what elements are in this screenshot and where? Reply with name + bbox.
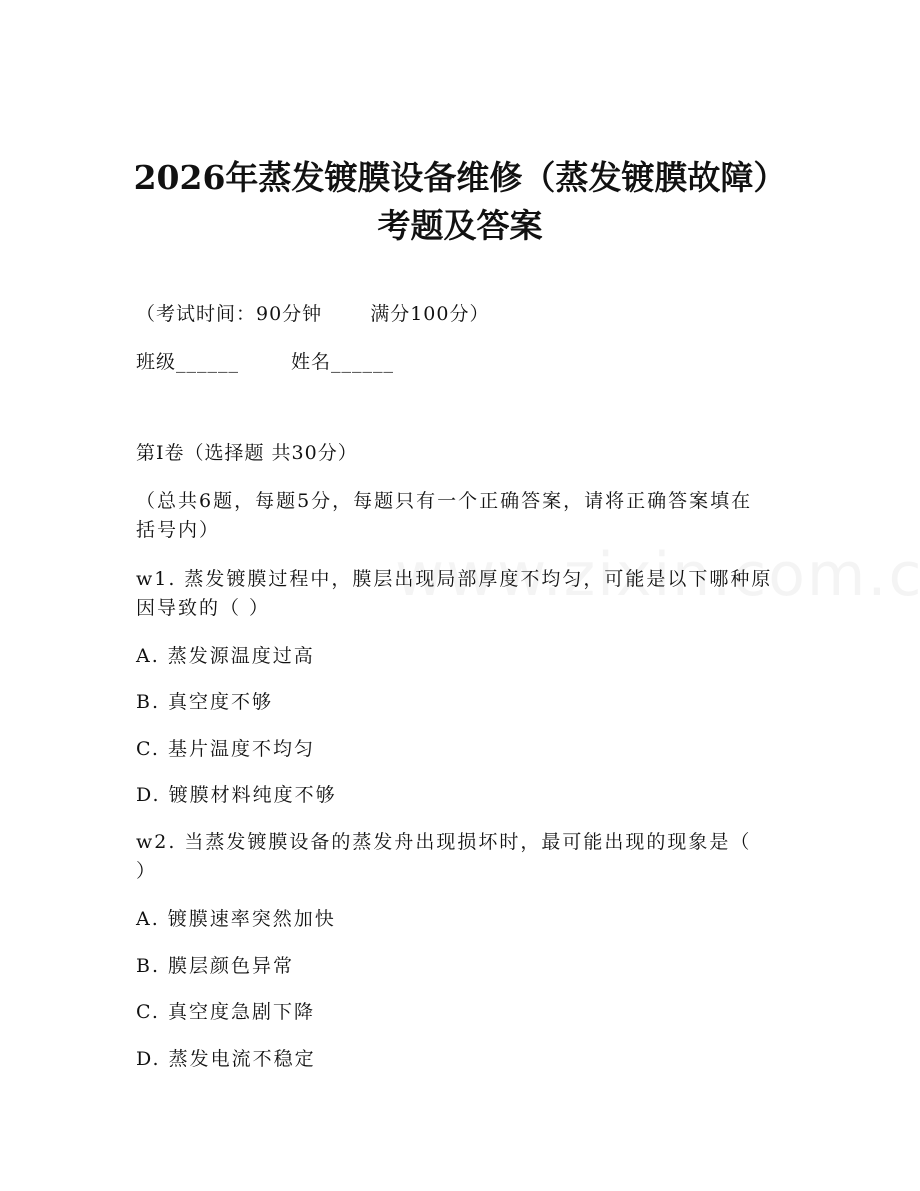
question-1-stem-line2: 因导致的（ ） xyxy=(136,597,271,619)
section-instruction-line1: （总共6题，每题5分，每题只有一个正确答案，请将正确答案填在 xyxy=(136,490,753,512)
exam-score: 满分100分） xyxy=(370,303,490,325)
document-title-line2: 考题及答案 xyxy=(377,206,543,245)
question-2-option-a: A. 镀膜速率突然加快 xyxy=(136,908,336,930)
document-title-line1: 2026年蒸发镀膜设备维修（蒸发镀膜故障） xyxy=(133,158,787,197)
question-1-option-c: C. 基片温度不均匀 xyxy=(136,738,315,760)
question-2-option-d: D. 蒸发电流不稳定 xyxy=(136,1048,316,1070)
exam-time: （考试时间：90分钟 xyxy=(136,303,323,325)
question-2-stem-line2: ） xyxy=(136,860,158,882)
question-2-option-b: B. 膜层颜色异常 xyxy=(136,955,295,977)
section-instruction-line2: 括号内） xyxy=(136,519,221,541)
question-1-stem-line1: w1. 蒸发镀膜过程中，膜层出现局部厚度不均匀，可能是以下哪种原 xyxy=(136,568,773,590)
question-1-option-a: A. 蒸发源温度过高 xyxy=(136,645,315,667)
exam-info xyxy=(136,302,776,326)
name-field: 姓名______ xyxy=(291,351,395,373)
question-1-option-d: D. 镀膜材料纯度不够 xyxy=(136,784,337,806)
student-info xyxy=(136,350,776,374)
question-2-option-c: C. 真空度急剧下降 xyxy=(136,1001,315,1023)
section-heading: 第I卷（选择题 共30分） xyxy=(136,442,358,464)
question-1-option-b: B. 真空度不够 xyxy=(136,691,274,713)
question-2-stem-line1: w2. 当蒸发镀膜设备的蒸发舟出现损坏时，最可能出现的现象是（ xyxy=(136,831,752,853)
class-field: 班级______ xyxy=(136,351,240,373)
